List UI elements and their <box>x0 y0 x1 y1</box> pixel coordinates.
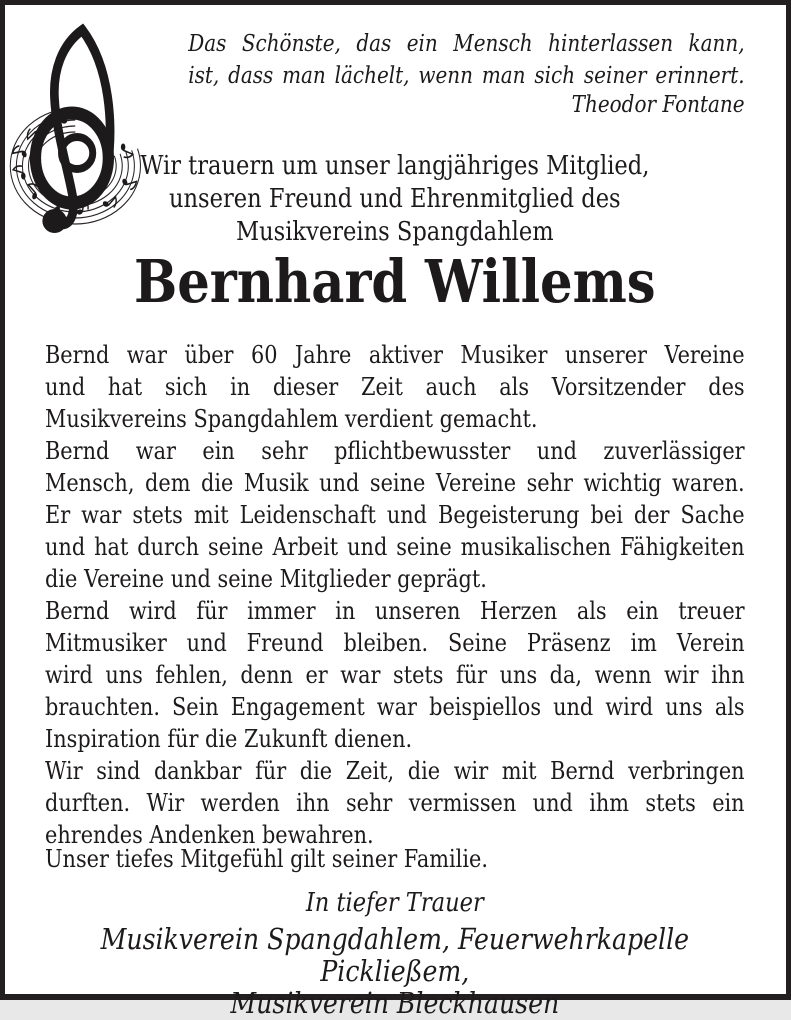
signature-line: Musikverein Bleckhausen <box>230 986 560 1020</box>
paragraph <box>45 339 745 435</box>
paragraph-line: und hat durch seine Arbeit und seine musikalischen Fähigkeiten <box>45 533 745 561</box>
treble-clef-icon <box>8 25 149 243</box>
quote-attribution: Theodor Fontane <box>571 92 745 118</box>
paragraph <box>45 595 745 755</box>
paragraph-line: brauchten. Sein Engagement war beispiellos und wird uns als <box>45 693 745 721</box>
paragraph <box>45 755 745 851</box>
paragraph-line: Musikvereins Spangdahlem verdient gemacht. <box>45 405 538 433</box>
paragraph-line: Bernd war über 60 Jahre aktiver Musiker unserer Vereine <box>45 341 745 369</box>
paragraph-line: wird uns fehlen, denn er war stets für uns da, wenn wir ihn <box>45 661 745 689</box>
paragraph-line: durften. Wir werden ihn sehr vermissen und ihm stets ein <box>45 789 745 817</box>
quote-line: ist, dass man lächelt, wenn man sich seiner erinnert. <box>188 63 745 89</box>
content-column <box>45 5 745 1019</box>
paragraph-line: Inspiration für die Zukunft dienen. <box>45 725 413 753</box>
paragraph-line: Wir sind dankbar für die Zeit, die wir mit Bernd verbringen <box>45 757 745 785</box>
paragraph-line: Bernd war ein sehr pflichtbewusster und zuverlässiger <box>45 437 745 465</box>
paragraph-line: die Vereine und seine Mitglieder geprägt. <box>45 565 487 593</box>
closing-line: In tiefer Trauer <box>305 888 484 918</box>
paragraph-line: Mitmusiker und Freund bleiben. Seine Präsenz im Verein <box>45 629 745 657</box>
paragraph-line: Mensch, dem die Musik und seine Vereine sehr wichtig waren. <box>45 469 745 497</box>
signature-block <box>45 923 745 1019</box>
quote-line: Das Schönste, das ein Mensch hinterlassen kann, <box>188 31 745 57</box>
paragraph <box>45 435 745 595</box>
intro-line: Wir trauern um unser langjähriges Mitglied, <box>140 151 650 181</box>
intro-line: Musikvereins Spangdahlem <box>235 217 554 247</box>
paragraph-line: Bernd wird für immer in unseren Herzen als ein treuer <box>45 597 745 625</box>
intro-line: unseren Freund und Ehrenmitglied des <box>168 184 621 214</box>
signature-line: Musikverein Spangdahlem, Feuerwehrkapelle Pickließem, <box>100 922 690 988</box>
deceased-name: Bernhard Willems <box>133 247 656 316</box>
quote-block <box>45 28 745 118</box>
condolence-line: Unser tiefes Mitgefühl gilt seiner Familie. <box>45 845 488 873</box>
paragraph-line: und hat sich in dieser Zeit auch als Vorsitzender des <box>45 373 745 401</box>
paragraph-line: ehrendes Andenken bewahren. <box>45 821 374 849</box>
intro-block <box>45 150 745 249</box>
paragraph-line: Er war stets mit Leidenschaft und Begeisterung bei der Sache <box>45 501 745 529</box>
treble-clef-icon <box>8 25 149 243</box>
